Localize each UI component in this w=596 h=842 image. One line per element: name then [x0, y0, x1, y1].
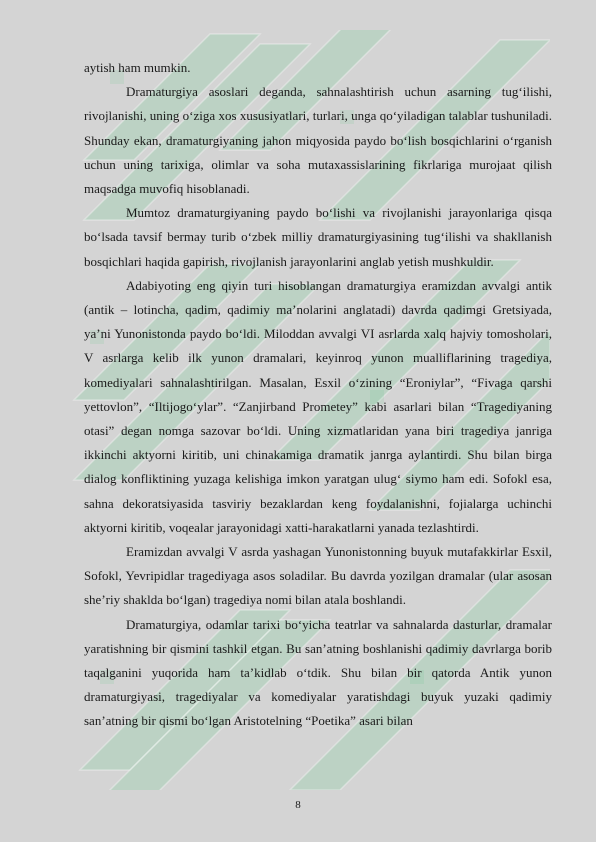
paragraph-continuation: aytish ham mumkin. — [84, 60, 191, 75]
page-number: 8 — [295, 799, 301, 811]
body-text — [84, 56, 552, 734]
paragraph: Dramaturgiya asoslari deganda, sahnalashtirish uchun asarning tug‘ilishi, rivojlanishi, uning o‘ziga xos xususiyatlari, turlari, unga qo‘yiladigan talablar tushuniladi. Shunday ekan, dramaturgiyaning jahon miqyosida paydo bo‘lish bosqichlarini o‘rganish uchun uning tarixiga, olimlar va soha mutaxassislarining fikrlariga murojaat qilish maqsadga muvofiq hisoblanadi. — [84, 84, 552, 197]
paragraph: Adabiyoting eng qiyin turi hisoblangan dramaturgiya eramizdan avvalgi antik (antik – lotincha, qadim, qadimiy ma’nolarini anglatadi) davrda qadimgi Gretsiyada, ya’ni Yunonistonda paydo bo‘ldi. Miloddan avvalgi VI asrlarda xalq hajviy tomosholari, V asrlarga kelib ilk yunon dramalari, keyinroq yunon mualliflarining tragediya, komediyalari sahnalashtirilgan. Masalan, Esxil o‘zining “Eroniylar”, “Fivaga qarshi yettovlon”, “Iltijogo‘ylar”. “Zanjirband Prometey” kabi asarlari bilan “Tragediyaning otasi” degan nomga sazovar bo‘ldi. Uning xizmatlaridan yana biri tragediya janriga ikkinchi aktyorni kiritib, uni chinakamiga dramatik janrga aylantirdi. Shu bilan birga dialog konfliktining yuzaga kelishiga imkon yaratgan ulug‘ siymo ham edi. Sofokl esa, sahna dekoratsiyasida tasviriy bezaklardan keng foydalanishni, fojialarga uchinchi aktyorni kiritib, voqealar jarayonidagi xatti-harakatlarni yanada tezlashtirdi. — [84, 277, 552, 535]
paragraph: Mumtoz dramaturgiyaning paydo bo‘lishi va rivojlanishi jarayonlariga qisqa bo‘lsada tavsif bermay turib o‘zbek milliy dramaturgiyasining tug‘ilishi va shakllanish bosqichlari haqida gapirish, rivojlanish jarayonlarini anglab yetish mushkuldir. — [84, 205, 552, 269]
paragraph: Dramaturgiya, odamlar tarixi bo‘yicha teatrlar va sahnalarda dasturlar, dramalar yaratishning bir qismini tashkil etgan. Bu san’atning boshlanishi qadimiy davrlarga borib taqalganini yuqorida ham ta’kidlab o‘tdik. Shu bilan bir qatorda Antik yunon dramaturgiyasi, tragediyalar va komediyalar yaratishdagi buyuk yuzaki qadimiy san’atning bir qismi bo‘lgan Aristotelning “Poetika” asari bilan — [84, 616, 552, 729]
paragraph: Eramizdan avvalgi V asrda yashagan Yunonistonning buyuk mutafakkirlar Esxil, Sofokl, Yevripidlar tragediyaga asos soladilar. Bu davrda yozilgan dramalar (ular asosan she’riy shaklda bo‘lgan) tragediya nomi bilan atala boshlandi. — [84, 544, 552, 608]
